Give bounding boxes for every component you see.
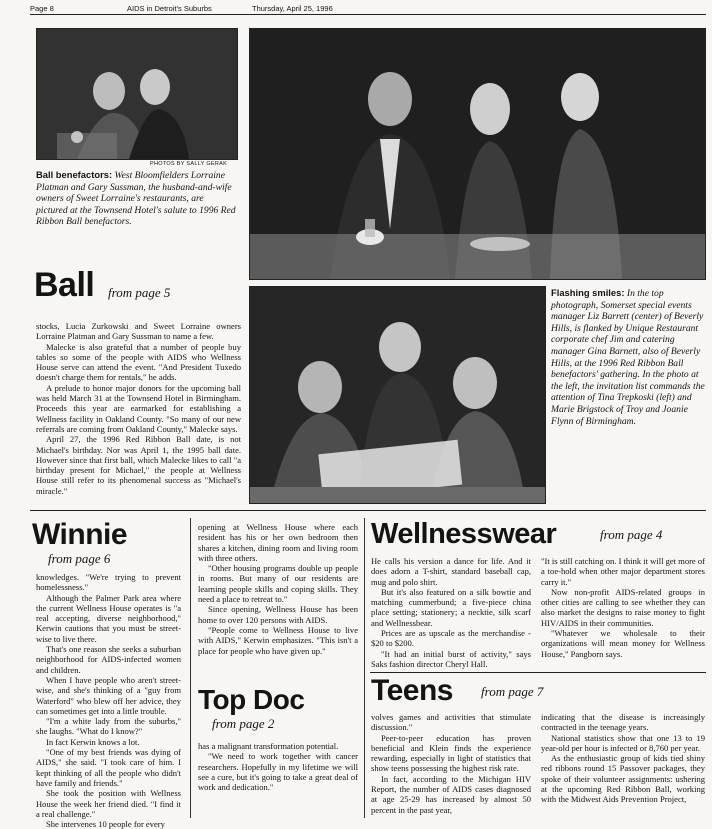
caption-lead: Flashing smiles: [551,287,625,298]
paragraph: She took the position with Wellness House the week her friend died. "I find it a real challenge." [36,788,181,819]
paragraph: In fact, according to the Michigan HIV Report, the number of AIDS cases diagnosed at age 25-29 has increased by almost 50 percent in the past year, [371,773,531,815]
paragraph: knowledges. "We're trying to prevent homelessness." [36,572,181,593]
caption-text: West Bloomfielders Lorraine Platman and Gary Sussman, the husband-and-wife owners of Sweet Lorraine's restaurants, are pictured at the Townsend Hotel's salute to 1996 Red Ribbon Ball benefactors. [36,170,236,228]
teens-col2 [541,712,705,818]
paragraph: "It is still catching on. I think it will get more of a toe-hold when other major department stores carry it." [541,556,705,587]
issue-date: Thursday, April 25, 1996 [252,4,333,13]
paragraph: In fact Kerwin knows a lot. [46,736,140,747]
paragraph: "One of my best friends was dying of AIDS," she said. "I took care of him. I kept thinking of all the people who didn't have family and friends." [36,747,181,788]
column-rule [190,518,191,818]
section-rule [30,510,706,511]
paragraph: "We need to work together with cancer researchers. Hopefully in my lifetime we will see a cure, but it's going to take a great deal of work and dedication." [198,751,358,793]
teens-headline: Teens [371,674,453,707]
paragraph: Prices are as upscale as the merchandise - $20 to $200. [371,628,531,649]
section-title: AIDS in Detroit's Suburbs [127,4,212,13]
ball-article [36,321,241,496]
paragraph: When I have people who aren't street-wise, and she's thinking of a "guy from Waterford" who blew off her advice, they can sometimes get into a little trouble. [36,674,181,716]
paragraph: As the enthusiastic group of kids tied shiny red ribbons round 15 Passover packages, they spoke of their volunteer assignments: ushering at the upcoming Red Ribbon Ball, working with the Midwest Aids Prevention Project, [541,753,705,805]
paragraph: National statistics show that one 13 to 19 year-old per hour is infected or 8,760 per year. [541,732,705,753]
paragraph: He calls his version a dance for life. And it does adorn a T-shirt, standard baseball cap, mug and polo shirt. [371,556,531,587]
paragraph: "Other housing programs double up people in rooms. But many of our residents are learning people skills and coping skills. They need a place to retreat to." [198,563,358,605]
topdoc-article [198,741,358,792]
paragraph: "Whatever we wholesale to their organizations will mean money for Wellness House," Pangborn says. [541,628,705,659]
header-rule [30,14,706,15]
caption-ball-benefactors [36,169,236,228]
paragraph: stocks, Lucia Zurkowski and Sweet Lorraine owners Lorraine Platman and Gary Sussman to name a few. [36,321,241,342]
paragraph: A prelude to honor major donors for the upcoming ball was held March 31 at the Townsend Hotel in Birmingham. Proceeds this year are earmarked for establishing a Wellness facility in Oakland County. "So many of our new referrals are coming from Oakland County," Malecke says. [36,382,241,434]
paragraph: She intervenes 10 people for every [46,819,165,829]
winnie-headline: Winnie [32,518,128,551]
paragraph: "It had an initial burst of activity," says Saks fashion director Cheryl Hall. [371,648,531,669]
wellnesswear-jump: from page 4 [600,527,663,542]
wellnesswear-headline: Wellnesswear [371,518,557,550]
ball-headline: Ball [34,266,95,304]
teens-jump: from page 7 [481,684,544,699]
paragraph: "People come to Wellness House to live with AIDS," Kerwin emphasizes. "This isn't a place for people who have given up." [198,624,358,656]
topdoc-jump: from page 2 [212,716,275,731]
wellnesswear-col1 [371,556,531,669]
column-rule [364,518,365,818]
section-rule [370,672,706,673]
topdoc-headline: Top Doc [198,684,305,715]
paragraph: But it's also featured on a silk bowtie and matching cummerbund; a five-piece china place setting; stationery; a necktie, silk scarf and Wellnessbear. [371,586,531,628]
paragraph: Now non-profit AIDS-related groups in other cities are calling to see whether they can also market the designs to raise money to fight HIV/AIDS in their communities. [541,586,705,628]
ball-jump: from page 5 [108,285,171,300]
photo-flashing-smiles [249,28,706,280]
paragraph: April 27, the 1996 Red Ribbon Ball date, is not Michael's birthday. Nor was April 1, the 1995 ball date. However since that first ball, which Malecke likes to call "a birthday present for Michael," the people at Wellness House still refer to its phenomenal success as "Michael's miracle." [36,434,241,496]
paragraph: opening at Wellness House where each resident has his or her own bedroom then shares a kitchen, dining room and living room with three others. [198,522,358,563]
wellnesswear-col2 [541,556,705,659]
paragraph: volves games and activities that stimulate discussion." [371,712,531,733]
paragraph: Peer-to-peer education has proven beneficial and Klein finds the experience rewarding, especially in light of statistics that show teens possessing the highest risk rate. [371,732,531,774]
caption-lead: Ball benefactors: [36,169,113,180]
paragraph: That's one reason she seeks a suburban neighborhood for AIDS-infected women and children. [36,644,181,675]
winnie-continued [198,522,358,656]
paragraph: Malecke is also grateful that a number of people buy tables so some of the people with AIDS who Wellness House serve can attend the event. "And President Tuxedo doesn't charge them for rentals," he adds. [36,341,241,383]
photo-invitation-list [249,286,546,504]
winnie-article [36,572,181,829]
winnie-jump: from page 6 [48,551,111,566]
photo-credit: PHOTOS BY SALLY GERAK [150,161,228,167]
paragraph: Although the Palmer Park area where the current Wellness House operates is "a real accepting, diverse neighborhood," Kerwin cautions that you must be street-wise to live there. [36,592,181,644]
page-number: Page 8 [30,4,54,13]
paragraph: has a malignant transformation potential. [198,741,339,751]
paragraph: Since opening, Wellness House has been home to over 120 persons with AIDS. [198,604,358,625]
paragraph: indicating that the disease is increasingly contracted in the teenage years. [541,712,705,733]
teens-col1 [371,712,531,818]
caption-text: In the top photograph, Somerset special events manager Liz Barrett (center) of Beverly Hills, is flanked by Unique Restaurant corporate chef Jim and catering manager Gina Barnett, also of Beverly Hills, at the 1996 Red Ribbon Ball benefactors' gathering. In the photo at the left, the invitation list commands the attention of Tina Trepkoski (left) and Marie Brigstock of Troy and Joanie Flynn of Birmingham. [551,288,705,427]
caption-flashing-smiles [551,287,707,427]
photo-benefactors [36,28,238,160]
paragraph: "I'm a white lady from the suburbs," she laughs. "What do I know?" [36,716,181,737]
